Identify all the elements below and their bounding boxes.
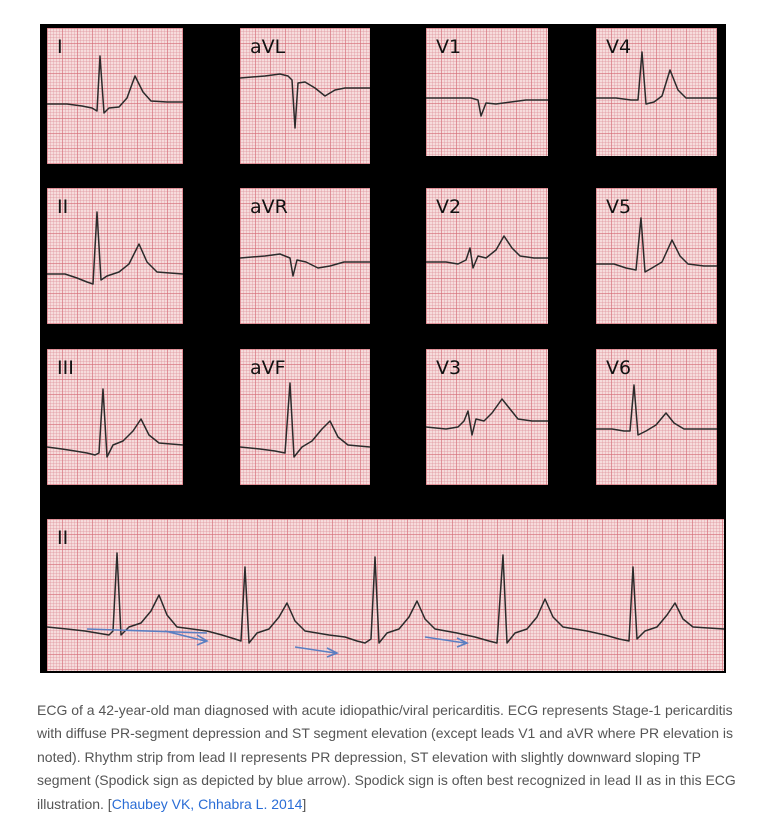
- lead-panel-V6: [596, 349, 717, 485]
- trace-aVL: [240, 28, 370, 164]
- trace-II: [47, 188, 183, 324]
- lead-label-II: II: [57, 196, 69, 218]
- lead-panel-III: [47, 349, 183, 485]
- ecg-figure: [40, 24, 726, 673]
- lead-label-aVL: aVL: [250, 36, 286, 58]
- lead-panel-aVF: [240, 349, 370, 485]
- lead-label-V5: V5: [606, 196, 632, 218]
- rhythm-strip-trace: [47, 519, 724, 671]
- lead-label-I: I: [57, 36, 63, 58]
- caption-close-bracket: ]: [302, 795, 307, 812]
- rhythm-strip-label: II: [57, 527, 69, 549]
- lead-panel-V4: [596, 28, 717, 156]
- lead-panel-aVL: [240, 28, 370, 164]
- lead-panel-V5: [596, 188, 717, 324]
- lead-panel-V3: [426, 349, 548, 485]
- rhythm-strip-II: [47, 519, 724, 671]
- figure-caption: [37, 699, 737, 816]
- trace-I: [47, 28, 183, 164]
- lead-panel-II: [47, 188, 183, 324]
- trace-aVR: [240, 188, 370, 324]
- trace-V5: [596, 188, 717, 324]
- lead-label-V1: V1: [436, 36, 462, 58]
- citation-link[interactable]: Chaubey VK, Chhabra L. 2014: [111, 795, 303, 812]
- trace-V6: [596, 349, 717, 485]
- caption-text: ECG of a 42-year-old man diagnosed with acute idiopathic/viral pericarditis. ECG represents Stage-1 pericarditis with diffuse PR-segment depression and ST segment elevation (except leads V1 and aVR where PR elevation is noted). Rhythm strip from lead II represents PR depression, ST elevation with slightly downward sloping TP segment (Spodick sign as depicted by blue arrow). Spodick sign is often best recognized in lead II as in this ECG illustration. [: [37, 702, 736, 812]
- lead-label-aVR: aVR: [250, 196, 288, 218]
- trace-V4: [596, 28, 717, 156]
- trace-aVF: [240, 349, 370, 485]
- lead-label-aVF: aVF: [250, 357, 286, 379]
- lead-label-V6: V6: [606, 357, 632, 379]
- lead-panel-aVR: [240, 188, 370, 324]
- lead-panel-I: [47, 28, 183, 164]
- spodick-arrows: [87, 629, 467, 657]
- lead-panel-V1: [426, 28, 548, 156]
- trace-V1: [426, 28, 548, 156]
- lead-panel-V2: [426, 188, 548, 324]
- lead-label-V2: V2: [436, 196, 462, 218]
- trace-III: [47, 349, 183, 485]
- lead-label-V4: V4: [606, 36, 632, 58]
- lead-label-V3: V3: [436, 357, 462, 379]
- lead-label-III: III: [57, 357, 74, 379]
- trace-V3: [426, 349, 548, 485]
- trace-V2: [426, 188, 548, 324]
